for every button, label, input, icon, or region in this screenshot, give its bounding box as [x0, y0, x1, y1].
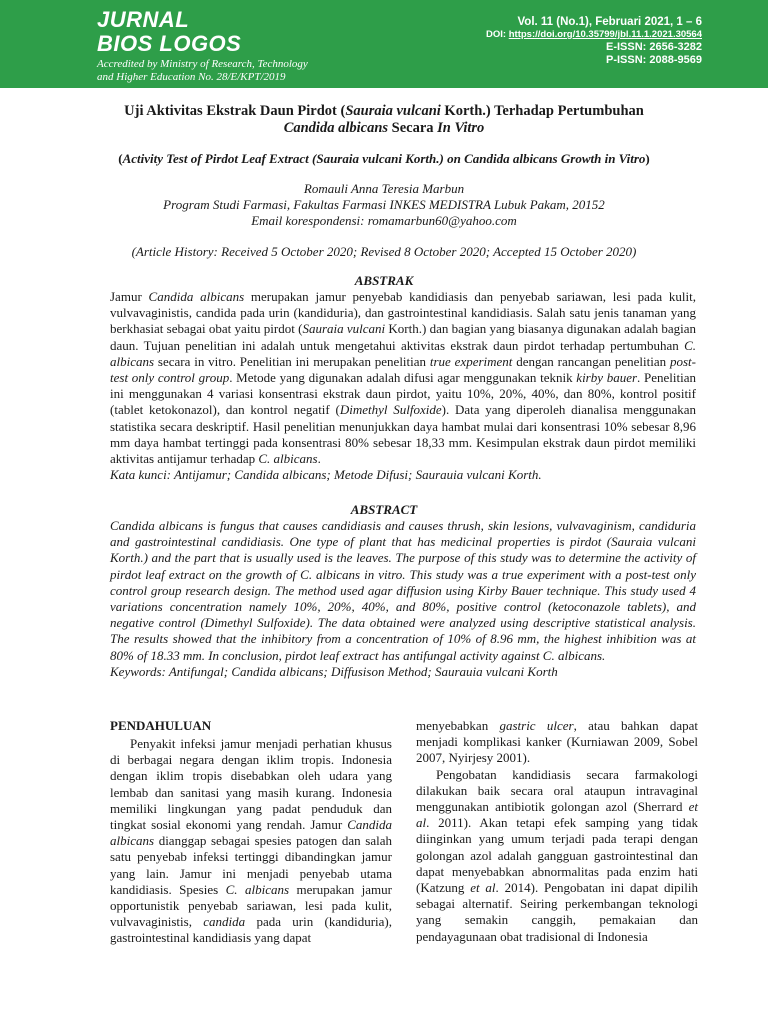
body-em: C. albicans: [225, 881, 290, 897]
issue-info: [486, 16, 702, 67]
abstrak-text: .: [317, 451, 321, 467]
volume-info: Vol. 11 (No.1), Februari 2021, 1 – 6: [517, 16, 702, 28]
title-line1: [60, 103, 708, 120]
journal-name: [97, 8, 241, 56]
subtitle-close: ): [645, 151, 650, 166]
body-em: candida: [203, 914, 246, 930]
doi-link[interactable]: https://doi.org/10.35799/jbl.11.1.2021.30564: [508, 29, 702, 40]
eissn: E-ISSN: 2656-3282: [606, 41, 702, 53]
abstrak-text: secara in vitro. Penelitian ini merupakan penelitian: [154, 353, 430, 369]
journal-header-bar: [0, 0, 768, 88]
author-block: [60, 181, 708, 229]
journal-name-line1: JURNAL: [97, 7, 190, 32]
article-subtitle: [60, 151, 708, 167]
abstrak-heading: ABSTRAK: [354, 273, 414, 288]
accreditation-line2: and Higher Education No. 28/E/KPT/2019: [97, 71, 286, 83]
pissn: P-ISSN: 2088-9569: [606, 54, 702, 66]
abstrak-body: [110, 289, 696, 483]
journal-name-line2: BIOS LOGOS: [97, 31, 242, 56]
title-text-b: Korth.) Terhadap Pertumbuhan: [440, 103, 644, 119]
doi-line: [486, 29, 702, 41]
abstrak-text: dengan rancangan penelitian: [512, 353, 670, 369]
title-in-vitro: In Vitro: [437, 120, 485, 136]
subtitle-text: Activity Test of Pirdot Leaf Extract (Sauraia vulcani Korth.) on Candida albicans Growth in Vitro: [122, 151, 646, 166]
title-line2: [60, 120, 708, 137]
body-text: Penyakit infeksi jamur menjadi perhatian khusus di berbagai negara dengan iklim tropis. Indonesia dengan iklim tropis disebabkan oleh udara yang lembab dan sanitasi yang masih kurang. Indonesia memiliki lingkungan yang padat penduduk dan tingkat sosial ekonomi yang rendah. Jamur: [110, 736, 392, 833]
abstrak-text: Jamur: [110, 289, 149, 304]
pendahuluan-paragraph-continued: [416, 718, 698, 767]
body-text: . 2011). Akan tetapi efek samping yang tidak diinginkan yang umum terjadi pada terapi dengan golongan azol adalah gangguan gastrointestinal dan dapat menyebabkan abnormalitas pada enzim hati (Katzung: [416, 815, 698, 896]
abstrak-em: Candida albicans: [148, 289, 245, 304]
author-name: Romauli Anna Teresia Marbun: [303, 181, 465, 196]
author-email: Email korespondensi: romamarbun60@yahoo.com: [251, 213, 517, 228]
title-text-a: Uji Aktivitas Ekstrak Daun Pirdot (: [124, 103, 346, 119]
title-text-c: Secara: [388, 120, 438, 136]
abstrak-text: merupakan jamur penyebab kandidiasis dan penyebab sariawan, lesi pada kulit, vulvavaginistis, candida pada urin (kandiduria), dan gastrointestinal kandidiasis. Salah satu jenis tanaman yang berkhasiat sebagai obat yaitu pirdot (: [110, 289, 696, 337]
body-text: . 2014). Pengobatan ini dapat dipilih sebagai alternatif. Seiring perkembangan teknologi yang semakin canggih, pemakaian dan pendayagunaan obat tradisional di Indonesia: [416, 880, 698, 944]
abstract-heading: ABSTRACT: [350, 502, 418, 517]
abstract-body: [110, 518, 696, 680]
pendahuluan-paragraph-2: [416, 767, 698, 945]
abstrak-text: Korth.) dan bagian yang biasanya digunakan adalah bagian daun. Tujuan penelitian ini adalah untuk mengetahui aktivitas ekstrak daun pirdot terhadap pertumbuhan: [110, 321, 697, 353]
abstrak-em: true experiment: [429, 353, 513, 369]
article-title: [60, 103, 708, 137]
accreditation-note: [97, 58, 308, 84]
abstrak-em: post-test only control group: [110, 353, 696, 386]
body-em: gastric ulcer: [499, 718, 574, 733]
title-species: Sauraia vulcani: [345, 103, 441, 119]
title-species-2: Candida albicans: [283, 120, 389, 136]
abstract-text: Candida albicans is fungus that causes candidiasis and causes thrush, skin lesions, vulvavaginism, candiduria and gastrointestinal candidiasis. One type of plant that has medicinal properties is pirdot (Sauraia vulcani Korth.) and the part that is usually used is the leaves. The purpose of this study was to determine the activity of pirdot leaf extract on the growth of C. albicans in vitro. This study was a true experiment with a post-test only control group research design. The method used agar diffusion using Kirby Bauer technique. This study used 4 variations concentration namely 10%, 20%, 40%, and 80%, positive control (ketoconazole tablets), and negative control (Dimethyl Sulfoxide). The data obtained were analyzed using descriptive statistical analysis. The results showed that the inhibitory from a concentration of 10% of 8.96 mm, the highest inhibition was at 80% of 18.33 mm. In conclusion, pirdot leaf extract has antifungal activity against C. albicans.: [110, 518, 696, 663]
subtitle-open: (: [118, 151, 123, 166]
body-text: , atau bahkan dapat menjadi komplikasi kanker (Kurniawan 2009, Sobel 2007, Nyirjesy 2001).: [416, 718, 698, 766]
abstrak-em: kirby bauer: [576, 370, 638, 386]
abstrak-text: ). Data yang diperoleh dianalisa menggunakan statistika secara deskriptif. Hasil penelitian menunjukkan daya hambat mulai dari konsentrasi 10% sebesar 8,96 mm daya hambat tertinggi pada konsentrasi 80% sebesar 18,33 mm. Kesimpulan ekstrak daun pirdot memiliki aktivitas antijamur terhadap: [110, 402, 697, 467]
body-text: pada urin (kandiduria), gastrointestinal kandidiasis yang dapat: [110, 914, 393, 946]
doi-label: DOI:: [486, 29, 507, 40]
body-text: dianggap sebagai spesies patogen dan salah satu penyebab infeksi tertinggi dibandingkan jamur yang lain. Jamur ini menjadi penyebab utama kandidiasis. Spesies: [110, 833, 392, 897]
pendahuluan-heading: PENDAHULUAN: [110, 718, 212, 733]
body-text: Pengobatan kandidiasis secara farmakologi dilakukan baik secara oral ataupun intravaginal menggunakan antibiotik golongan azol (Sherrard: [416, 766, 698, 815]
body-em: et al: [416, 799, 698, 831]
abstrak-text: . Penelitian ini menggunakan 4 variasi konsentrasi ekstrak daun pirdot, yaitu 10%, 20%, 40%, dan 80%, kontrol positif (tablet ketokonazol), dan kontrol negatif (: [110, 370, 696, 418]
author-affiliation: Program Studi Farmasi, Fakultas Farmasi INKES MEDISTRA Lubuk Pakam, 20152: [163, 197, 605, 212]
abstrak-em: Dimethyl Sulfoxide: [339, 402, 442, 418]
abstrak-em: C. albicans: [110, 337, 696, 369]
body-text: merupakan jamur opportunistik penyebab sariawan, lesi pada kulit, vulvavaginistis,: [110, 881, 392, 930]
body-text: menyebabkan: [416, 718, 500, 733]
article-history: (Article History: Received 5 October 2020; Revised 8 October 2020; Accepted 15 October 2020): [131, 244, 637, 259]
body-em: et al: [470, 880, 496, 896]
abstrak-em: Sauraia vulcani: [302, 321, 386, 337]
body-em: Candida albicans: [110, 817, 392, 849]
pendahuluan-paragraph-1: [110, 736, 392, 947]
abstrak-text: . Metode yang digunakan adalah difusi agar menggunakan teknik: [229, 370, 577, 386]
accreditation-line1: Accredited by Ministry of Research, Technology: [97, 58, 308, 70]
pendahuluan-left-column: [110, 718, 392, 947]
abstrak-em: C. albicans: [258, 451, 318, 467]
pendahuluan-right-column: [416, 718, 698, 945]
abstract-keywords: Keywords: Antifungal; Candida albicans; Diffusison Method; Saurauia vulcani Korth: [110, 663, 558, 679]
abstrak-keywords: Kata kunci: Antijamur; Candida albicans; Metode Difusi; Saurauia vulcani Korth.: [110, 467, 542, 483]
